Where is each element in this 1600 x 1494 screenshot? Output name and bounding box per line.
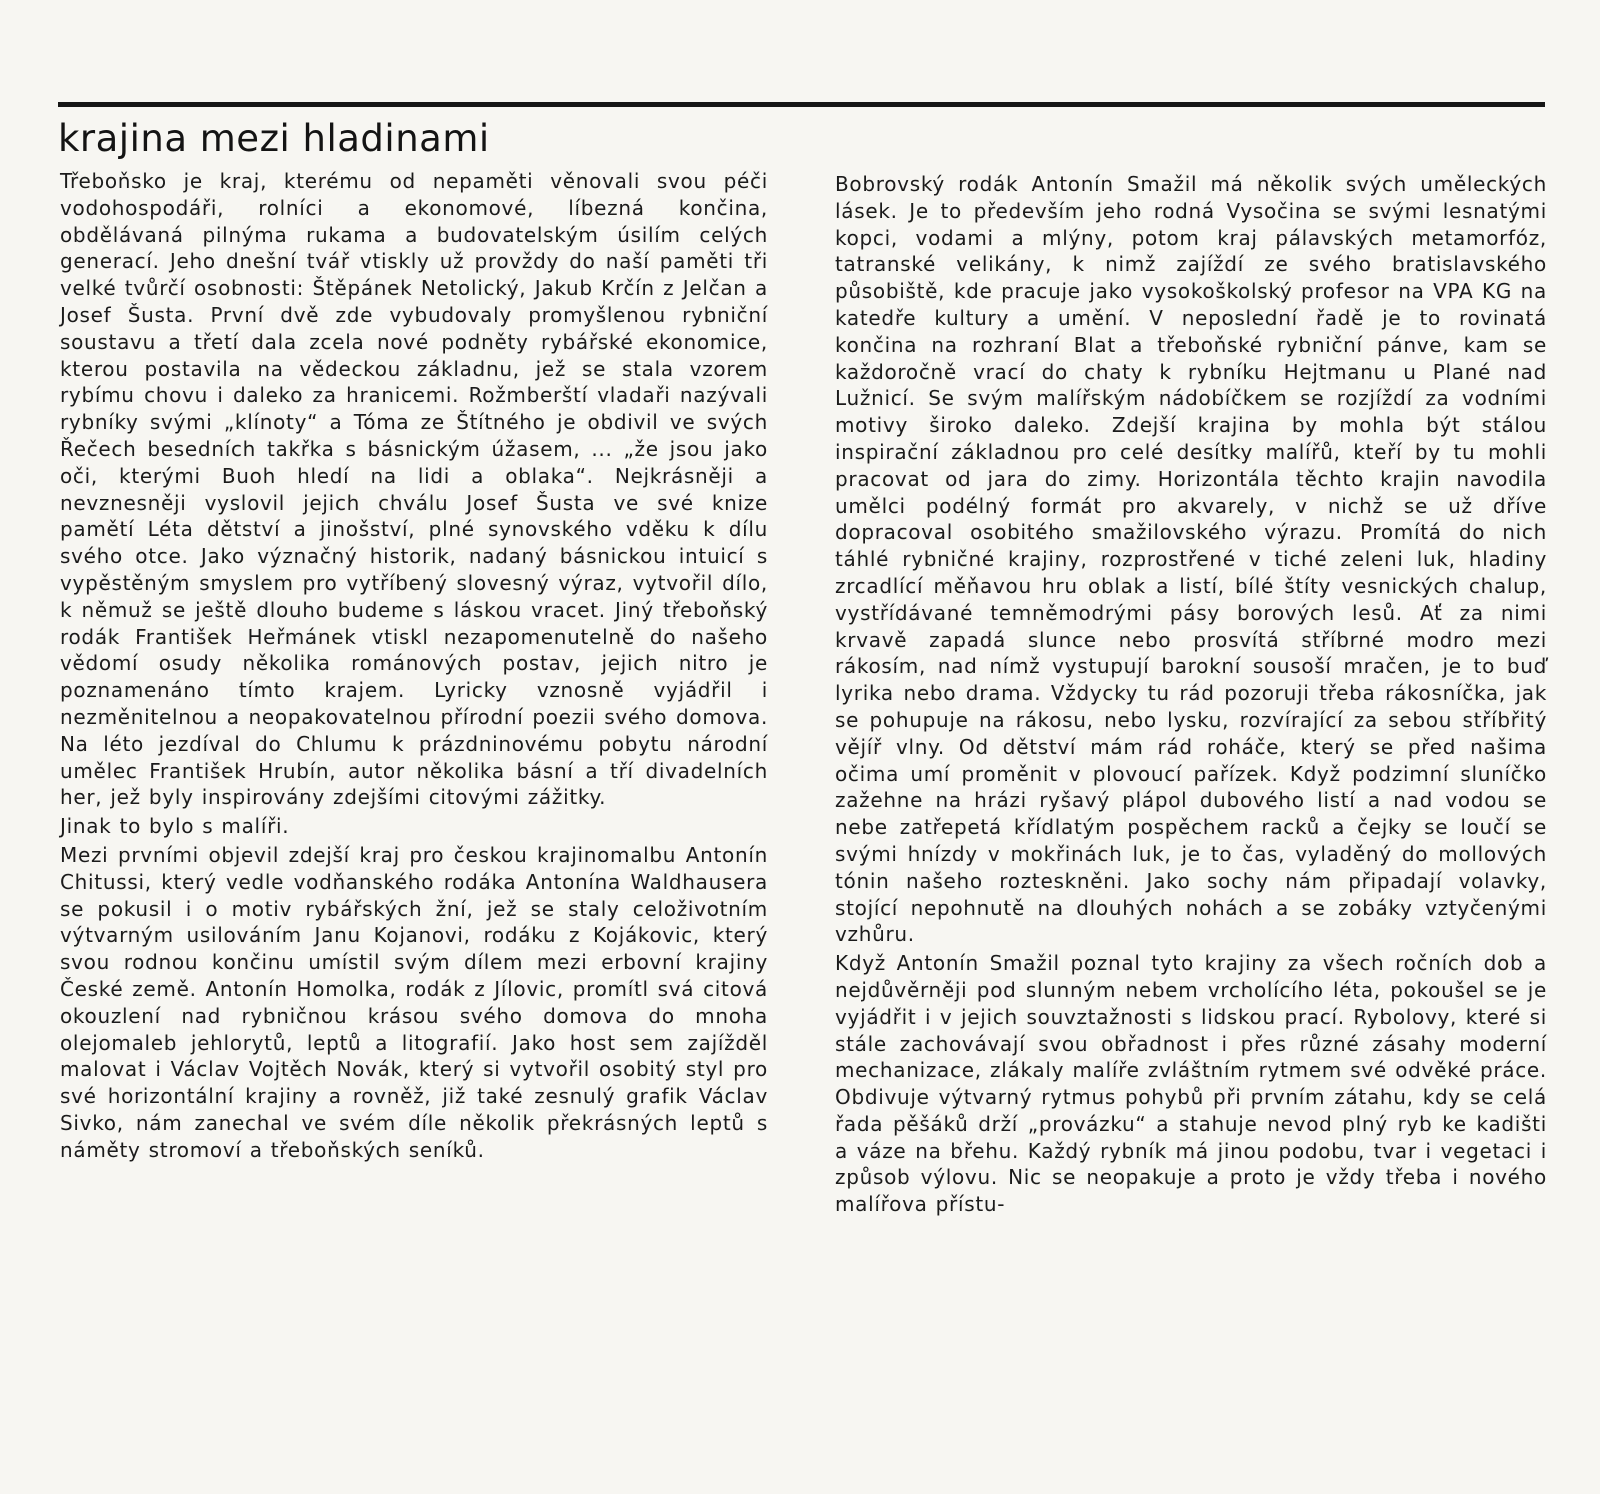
left-paragraph-1: Třeboňsko je kraj, kterému od nepaměti věnovali svou péči vodohospodáři, rolníci a ekonomové, líbezná končina, obdělávaná pilnýma rukama a budovatelským úsilím celých generací. Jeho dnešní tvář vtiskly už provždy do naší paměti tři velké tvůrčí osobnosti: Štěpánek Netolický, Jakub Krčín z Jelčan a Josef Šusta. První dvě zde vybudovaly promyšlenou rybniční soustavu a třetí dala zcela nové podněty rybářské ekonomice, kterou postavila na vědeckou základnu, jež se stala vzorem rybímu chovu i daleko za hranicemi. Rožmberští vladaři nazývali rybníky svými „klínoty“ a Tóma ze Štítného je obdivil ve svých Řečech besedních takřka s básnickým úžasem, ... „že jsou jako oči, kterými Buoh hledí na lidi a oblaka“. Nejkrásněji a nevznesněji vyslovil jejich chválu Josef Šusta ve své knize pamětí Léta dětství a jinošství, plné synovského vděku k dílu svého otce. Jako význačný historik, nadaný básnickou intuicí s vypěstěným smyslem pro vytříbený slovesný výraz, vytvořil dílo, k němuž se ještě dlouho budeme s láskou vracet. Jiný třeboňský rodák František Heřmánek vtiskl nezapomenutelně do našeho vědomí osudy několika románových postav, jejich nitro je poznamenáno tímto krajem. Lyricky vznosně vyjádřil i nezměnitelnou a neopakovatelnou přírodní poezii svého domova. Na léto jezdíval do Chlumu k prázdninovému pobytu národní umělec František Hrubín, autor několika básní a tří divadelních her, jež byly inspirovány zdejšími citovými zážitky.	[60, 169, 768, 810]
right-paragraph-2: Když Antonín Smažil poznal tyto krajiny za všech ročních dob a nejdůvěrněji pod slunným nebem vrcholícího léta, pokoušel se je vyjádřit i v jejich souvztažnosti s lidskou prací. Rybolovy, které si stále zachovávají svou obřadnost i přes různé zásahy moderní mechanizace, zlákaly malíře zvláštním rytmem své odvěké práce. Obdivuje výtvarný rytmus pohybů při prvním zátahu, kdy se celá řada pěšáků drží „provázku“ a stahuje nevod plný ryb ke kadišti a váze na břehu. Každý rybník má jinou podobu, tvar i vegetaci i způsob výlovu. Nic se neopakuje a proto je vždy třeba i nového malířova přístu-	[835, 951, 1547, 1217]
left-paragraph-3: Mezi prvními objevil zdejší kraj pro českou krajinomalbu Antonín Chitussi, který vedle vodňanského rodáka Antonína Waldhausera se pokusil i o motiv rybářských žní, jež se staly celoživotním výtvarným usilováním Janu Kojanovi, rodáku z Kojákovic, který svou rodnou končinu umístil svým dílem mezi erbovní krajiny České země. Antonín Homolka, rodák z Jílovic, promítl svá citová okouzlení nad rybničnou krásou svého domova do mnoha olejomaleb jehlorytů, leptů a litografií. Jako host sem zajížděl malovat i Václav Vojtěch Novák, který si vytvořil osobitý styl pro své horizontální krajiny a rovněž, již také zesnulý grafik Václav Sivko, nám zanechal ve svém díle několik překrásných leptů s náměty stromoví a třeboňských seníků.	[60, 842, 768, 1162]
left-paragraph-2: Jinak to bylo s malíři.	[60, 814, 290, 839]
header-rule	[58, 102, 1545, 107]
right-column	[835, 171, 1547, 1220]
left-column	[60, 168, 768, 1165]
article-title: krajina mezi hladinami	[58, 117, 490, 160]
right-paragraph-1: Bobrovský rodák Antonín Smažil má několik svých uměleckých lásek. Je to především jeho rodná Vysočina se svými lesnatými kopci, vodami a mlýny, potom kraj pálavských metamorfóz, tatranské velikány, k nimž zajíždí ze svého bratislavského působiště, kde pracuje jako vysokoškolský profesor na VPA KG na katedře kultury a umění. V neposlední řadě je to rovinatá končina na rozhraní Blat a třeboňské rybniční pánve, kam se každoročně vrací do chaty k rybníku Hejtmanu u Plané nad Lužnicí. Se svým malířským nádobíčkem se rozjíždí za vodními motivy široko daleko. Zdejší krajina by mohla být stálou inspirační základnou pro celé desítky malířů, kteří by tu mohli pracovat od jara do zimy. Horizontála těchto krajin navodila umělci podélný formát pro akvarely, v nichž se už dříve dopracoval osobitého smažilovského výrazu. Promítá do nich táhlé rybničné krajiny, rozprostřené v tiché zeleni luk, hladiny zrcadlící měňavou hru oblak a listí, bílé štíty vesnických chalup, vystřídávané temněmodrými pásy borových lesů. Ať za nimi krvavě zapadá slunce nebo prosvítá stříbrné modro mezi rákosím, nad nímž vystupují barokní sousoší mračen, je to buď lyrika nebo drama. Vždycky tu rád pozoruji třeba rákosníčka, jak se pohupuje na rákosu, nebo lysku, rozvírající za sebou stříbřitý vějíř vlny. Od dětství mám rád roháče, který se před našima očima umí proměnit v plovoucí pařízek. Když podzimní sluníčko zažehne na hrázi ryšavý plápol dubového listí a nad vodou se nebe zatřepetá křídlatým pospěchem racků a čejky se loučí se svými hnízdy v mokřinách luk, je to čas, vyladěný do mollových tónin našeho rozteskněni. Jako sochy nám připadají volavky, stojící nepohnutě na dlouhých nohách a se zobáky vztyčenými vzhůru.	[835, 172, 1547, 947]
